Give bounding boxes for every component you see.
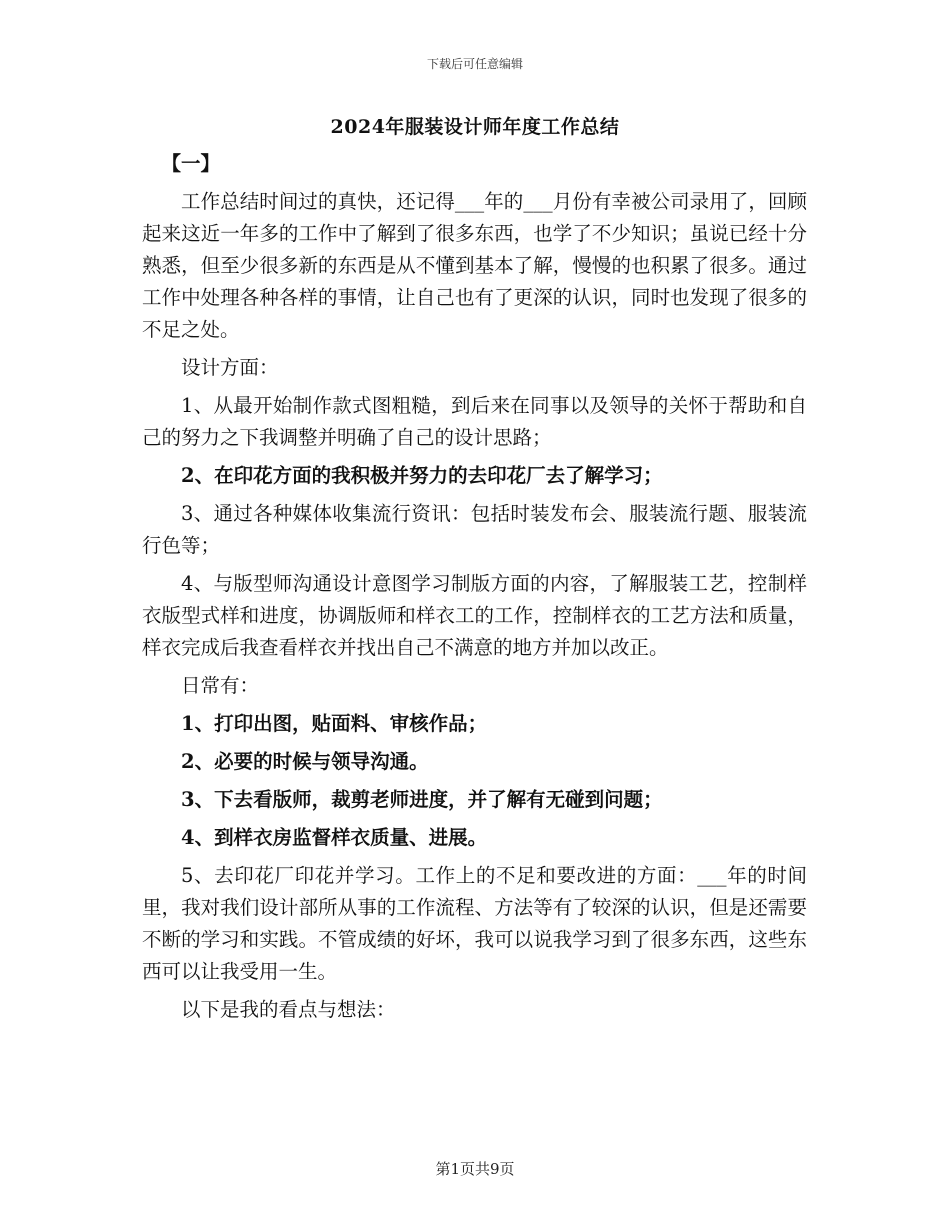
paragraph-design-item-1: 1、从最开始制作款式图粗糙，到后来在同事以及领导的关怀于帮助和自己的努力之下我调整并明确了自己的设计思路； bbox=[142, 394, 807, 449]
paragraph-design-item-4: 4、与版型师沟通设计意图学习制版方面的内容，了解服装工艺，控制样衣版型式样和进度，协调版师和样衣工的工作，控制样衣的工艺方法和质量，样衣完成后我查看样衣并找出自己不满意的地方并加以改正。 bbox=[142, 572, 807, 659]
section-marker: 【一】 bbox=[161, 152, 221, 175]
paragraph-item-5: 5、去印花厂印花并学习。工作上的不足和要改进的方面：___年的时间里，我对我们设计部所从事的工作流程、方法等有了较深的认识，但是还需要不断的学习和实践。不管成绩的好坏，我可以说我学习到了很多东西，这些东西可以让我受用一生。 bbox=[142, 864, 807, 983]
paragraph-daily-item-3: 3、下去看版师，裁剪老师进度，并了解有无碰到问题； bbox=[181, 788, 663, 811]
paragraph-daily-item-1: 1、打印出图，贴面料、审核作品； bbox=[181, 712, 488, 735]
paragraph-design-item-2: 2、在印花方面的我积极并努力的去印花厂去了解学习； bbox=[181, 464, 663, 487]
paragraph-thoughts-heading: 以下是我的看点与想法： bbox=[181, 998, 396, 1021]
paragraph-intro: 工作总结时间过的真快，还记得___年的___月份有幸被公司录用了，回顾起来这近一年多的工作中了解到了很多东西，也学了不少知识；虽说已经十分熟悉，但至少很多新的东西是从不懂到基本了解，慢慢的也积累了很多。通过工作中处理各种各样的事情，让自己也有了更深的认识，同时也发现了很多的不足之处。 bbox=[142, 190, 807, 341]
paragraph-daily-item-4: 4、到样衣房监督样衣质量、进展。 bbox=[181, 826, 488, 849]
page-footer: 第1页共9页 bbox=[435, 1160, 515, 1178]
paragraph-design-item-3: 3、通过各种媒体收集流行资讯：包括时装发布会、服装流行题、服装流行色等； bbox=[142, 502, 807, 557]
paragraph-design-heading: 设计方面： bbox=[181, 356, 279, 379]
document-body bbox=[142, 148, 807, 1032]
page-header: 下载后可任意编辑 bbox=[426, 57, 523, 71]
paragraph-daily-item-2: 2、必要的时候与领导沟通。 bbox=[181, 750, 429, 773]
paragraph-daily-heading: 日常有： bbox=[181, 674, 260, 697]
document-title: 2024年服装设计师年度工作总结 bbox=[330, 116, 620, 138]
